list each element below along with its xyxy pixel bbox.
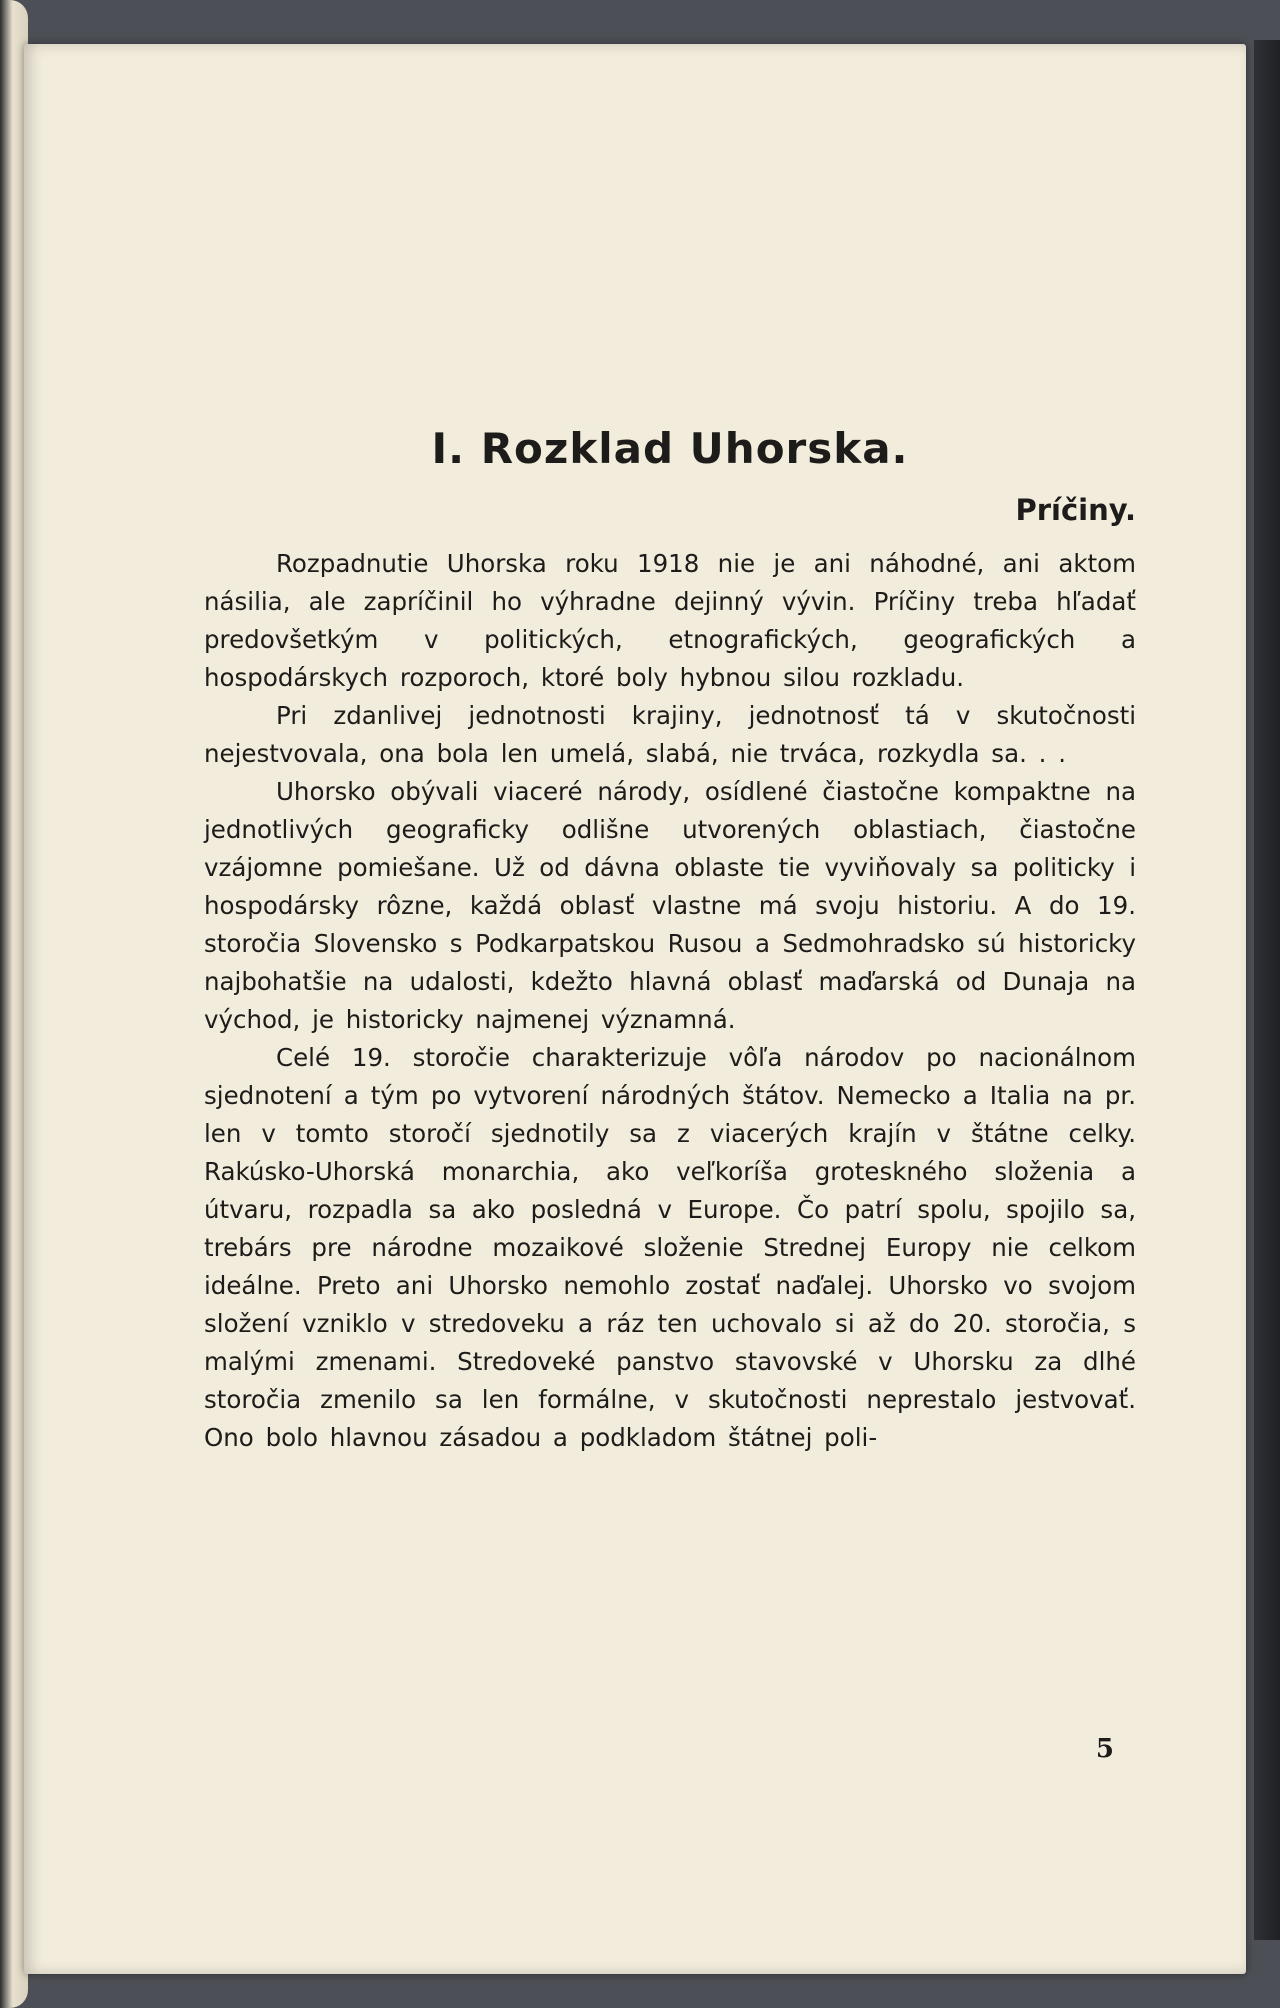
book-cover-edge: [1254, 40, 1280, 1940]
paragraph: Uhorsko obývali viaceré národy, osídlené čiastočne kompaktne na jednotlivých geograficky odlišne utvorených oblastiach, čiastočne vzájomne pomiešane. Už od dávna oblaste tie vyviňovaly sa politicky i hospodársky rôzne, každá oblasť vlastne má svoju historiu. A do 19. storočia Slovensko s Podkarpatskou Rusou a Sedmohradsko sú historicky najbohatšie na udalosti, kdežto hlavná oblasť maďarská od Dunaja na východ, je historicky najmenej významná.: [204, 777, 1136, 1034]
paragraph: Pri zdanlivej jednotnosti krajiny, jednotnosť tá v skutočnosti nejestvovala, ona bola len umelá, slabá, nie trváca, rozkydla sa. . .: [204, 701, 1136, 768]
paragraph: Rozpadnutie Uhorska roku 1918 nie je ani náhodné, ani aktom násilia, ale zapríčinil ho výhradne dejinný vývin. Príčiny treba hľadať predovšetkým v politických, etnografických, geografických a hospodárskych rozporoch, ktoré boly hybnou silou rozkladu.: [204, 549, 1136, 692]
page-content: [204, 424, 1136, 1457]
paragraph: Celé 19. storočie charakterizuje vôľa národov po nacionálnom sjednotení a tým po vytvorení národných štátov. Nemecko a Italia na pr. len v tomto storočí sjednotily sa z viacerých krajín v štátne celky. Rakúsko-Uhorská monarchia, ako veľkoríša groteskného složenia a útvaru, rozpadla sa ako posledná v Europe. Čo patrí spolu, spojilo sa, trebárs pre národne mozaikové složenie Strednej Europy nie celkom ideálne. Preto ani Uhorsko nemohlo zostať naďalej. Uhorsko vo svojom složení vzniklo v stredoveku a ráz ten uchovalo si až do 20. storočia, s malými zmenami. Stredoveké panstvo stavovské v Uhorsku za dlhé storočia zmenilo sa len formálne, v skutočnosti neprestalo jestvovať. Ono bolo hlavnou zásadou a podkladom štátnej poli-: [204, 1043, 1136, 1452]
chapter-title: I. Rozklad Uhorska.: [431, 424, 909, 473]
section-title: Príčiny.: [1015, 493, 1136, 527]
book-page: [24, 44, 1246, 1974]
page-number: 5: [1095, 1734, 1114, 1764]
